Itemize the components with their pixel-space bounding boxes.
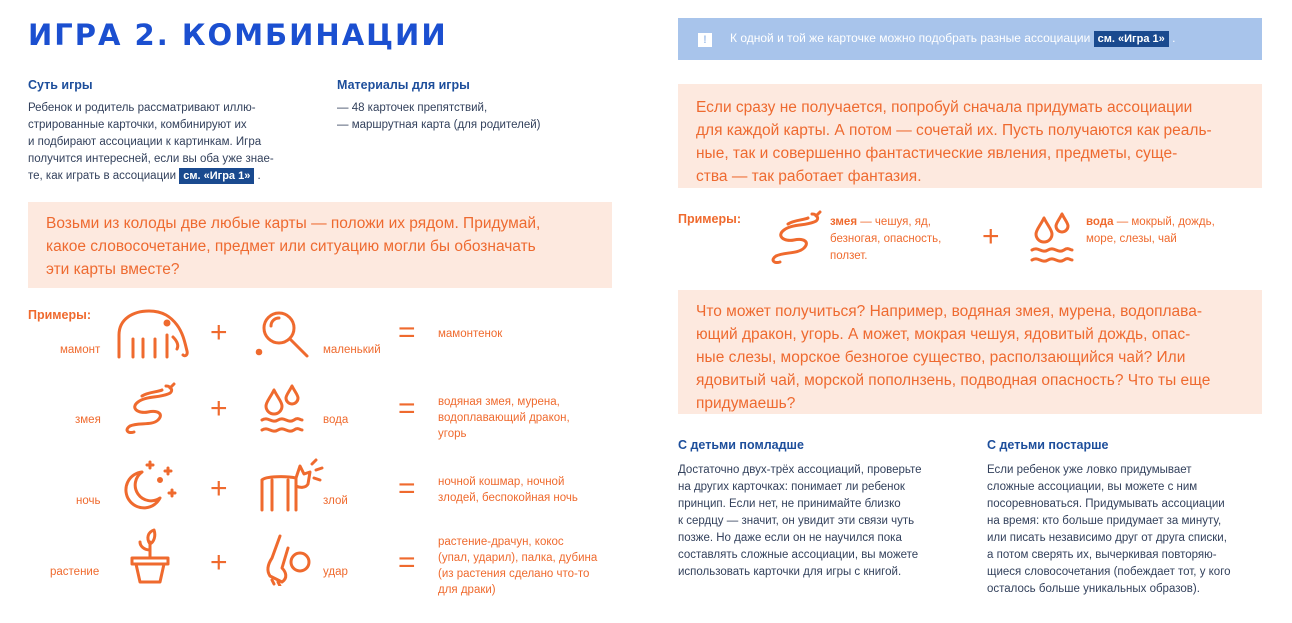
water-drops-icon — [260, 384, 304, 434]
note-bar: ! К одной и той же карточке можно подобрать разные ассоциации см. «Игра 1» . — [678, 18, 1262, 60]
equals-sign: = — [398, 316, 416, 349]
example-left-word: мамонт — [60, 344, 101, 356]
older-heading: С детьми постарше — [987, 438, 1109, 452]
water-drops-icon — [1030, 212, 1074, 264]
older-text: Если ребенок уже ловко придумывает сложные ассоциации, вы можете с ним посоревноваться. Придумывать ассоциации на время: кто больше придумает за минуту, или писать независимо друг от друга списки, а потом сверять их, вычеркивая повторяю- щиеся словосочетания (побеждает тот, у кого осталось больше уникальных образов). — [987, 464, 1231, 595]
potted-plant-icon — [128, 528, 172, 584]
example-result: ночной кошмар, ночной злодей, беспокойная ночь — [438, 476, 578, 504]
example-result: растение-драчун, кокос (упал, ударил), палка, дубина (из растения сделано что-то для драки) — [438, 536, 598, 596]
younger-heading: С детьми помладше — [678, 438, 804, 452]
angry-dog-icon — [256, 458, 324, 514]
plus-sign: + — [210, 472, 228, 505]
equals-sign: = — [398, 472, 416, 505]
game-1-reference[interactable]: см. «Игра 1» — [1094, 31, 1169, 47]
younger-text: Достаточно двух-трёх ассоциаций, проверьте на других карточках: понимает ли ребенок принцип. Если нет, не принимайте близко к сердцу — значит, он увидит эти связи чуть позже. Но даже если он не научился пока составлять сложные ассоциации, вы можете использовать карточки для игры с книгой. — [678, 464, 922, 578]
page-title: ИГРА 2. КОМБИНАЦИИ — [28, 18, 448, 52]
moon-stars-icon — [120, 460, 180, 510]
example-right-word: удар — [323, 566, 348, 578]
materials-list: — 48 карточек препятствий, — маршрутная карта (для родителей) — [337, 102, 541, 131]
snake-icon — [118, 382, 178, 436]
plus-sign: + — [210, 316, 228, 349]
essence-heading: Суть игры — [28, 78, 93, 92]
mammoth-icon — [115, 305, 193, 361]
examples-heading: Примеры: — [28, 308, 91, 322]
result-box: Что может получиться? Например, водяная змея, мурена, водоплава- ющий дракон, угорь. А может, мокрая чешуя, ядовитый дождь, опас- ные слезы, морское безногое существо, расползающийся чай? Или ядовитый чай, морской пополнзень, подводная опасность? Что ты еще придумаешь? — [678, 290, 1262, 414]
instruction-box: Возьми из колоды две любые карты — положи их рядом. Придумай, какое словосочетание, предмет или ситуацию могли бы обозначать эти карты вместе? — [28, 202, 612, 288]
exclamation-icon: ! — [698, 33, 712, 47]
example-right-word: маленький — [323, 344, 381, 356]
example-result: водяная змея, мурена, водоплавающий дракон, угорь — [438, 396, 570, 440]
materials-heading: Материалы для игры — [337, 78, 470, 92]
plus-sign: + — [210, 546, 228, 579]
equals-sign: = — [398, 546, 416, 579]
example-left-word: змея — [75, 414, 101, 426]
equals-sign: = — [398, 392, 416, 425]
snake-icon — [764, 210, 824, 266]
water-associations: вода — мокрый, дождь, море, слезы, чай — [1086, 216, 1215, 245]
example-right-word: злой — [323, 495, 348, 507]
plus-sign: + — [982, 220, 1000, 253]
plus-sign: + — [210, 392, 228, 425]
snake-associations: змея — чешуя, яд, безногая, опасность, ползет. — [830, 216, 942, 262]
example-result: мамонтенок — [438, 328, 503, 340]
tip-box: Если сразу не получается, попробуй сначала придумать ассоциации для каждой карты. А потом — сочетай их. Пусть получаются как реаль- ные, так и совершенно фантастические явления, предметы, суще- ства — так работает фантазия. — [678, 84, 1262, 188]
examples-heading-right: Примеры: — [678, 212, 741, 226]
game-1-reference[interactable]: см. «Игра 1» — [179, 168, 254, 184]
kick-icon — [262, 534, 312, 586]
example-left-word: ночь — [76, 495, 101, 507]
example-right-word: вода — [323, 414, 349, 426]
essence-text: Ребенок и родитель рассматривают иллю- стрированные карточки, комбинируют их и подбирают ассоциации к картинкам. Игра получится интересней, если вы оба уже знае- те, как играть в ассоциации см. «Игра 1» . — [28, 102, 274, 182]
example-left-word: растение — [50, 566, 100, 578]
magnifier-icon — [255, 308, 315, 360]
